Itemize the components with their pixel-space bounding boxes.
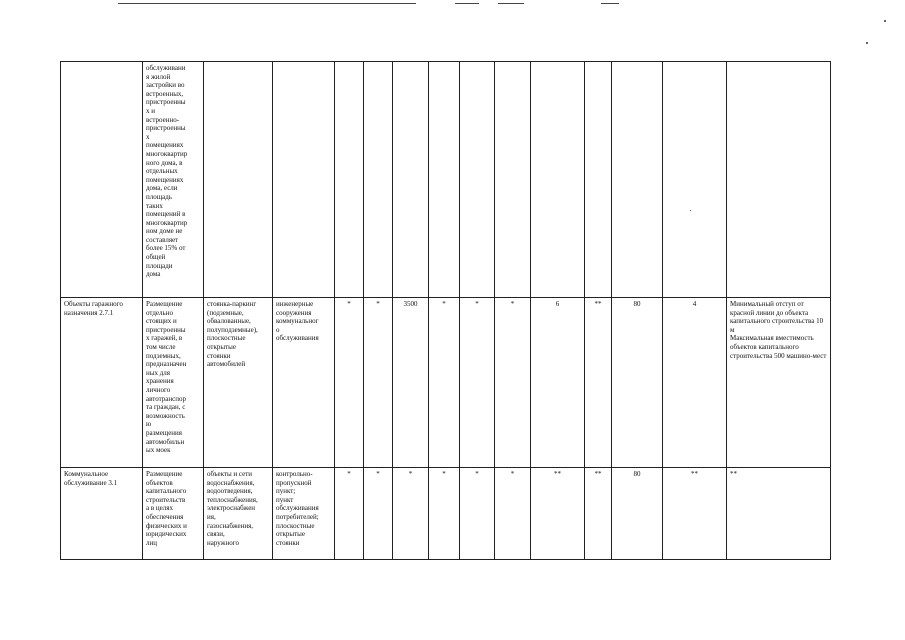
main-use-text: объекты и сети водоснабжения, водоотведения, теплоснабжения, электроснабжен ия, газоснабжения, связи, наружного [207, 470, 258, 547]
use-description-cell [143, 298, 204, 468]
param-cell [612, 62, 663, 298]
param-cell: * [460, 468, 495, 560]
param-cell: * [429, 298, 460, 468]
param-cell: * [364, 468, 393, 560]
use-description-text: Размещение объектов капитального строительств а в целях обеспечения физических и юридических лиц [146, 470, 187, 547]
param-cell: * [460, 298, 495, 468]
use-description-cell [143, 62, 204, 298]
use-description-text: Размещение отдельно стоящих и пристроенны х гаражей, в том числе подземных, предназначен ных для хранения личного автотранспор та граждан, с возможность ю размещения автомобильн ых моек [146, 300, 187, 455]
zoning-regulations-table [60, 61, 831, 560]
use-name-cell: Объекты гаражного назначения 2.7.1 [61, 298, 143, 468]
param-cell [585, 62, 612, 298]
main-use-text: стоянка-паркинг (подземные, обвалованные, полуподземные), плоскостные открытые стоянки автомобилей [207, 300, 258, 369]
param-cell [531, 62, 585, 298]
scan-speck [884, 20, 886, 22]
aux-use-cell [273, 298, 335, 468]
table-row [61, 298, 831, 468]
notes-text: Минимальный отступ от красной линии до объекта капитального строительства 10 м Максимальная вместимость объектов капитального строительства 500 машино-мест [730, 300, 827, 360]
param-cell: 4 [663, 298, 727, 468]
param-cell [393, 62, 429, 298]
param-cell: 80 [612, 468, 663, 560]
param-cell [663, 62, 727, 298]
top-edge-line [601, 3, 619, 4]
notes-cell [727, 62, 831, 298]
param-cell [429, 62, 460, 298]
use-description-cell [143, 468, 204, 560]
table-row [61, 468, 831, 560]
aux-use-text: инженерные сооружения коммунальног о обслуживания [276, 300, 319, 343]
aux-use-cell [273, 468, 335, 560]
param-cell: ** [585, 298, 612, 468]
param-cell: * [495, 468, 531, 560]
param-cell: * [335, 298, 364, 468]
main-use-cell [204, 468, 273, 560]
table-row [61, 62, 831, 298]
param-cell: * [364, 298, 393, 468]
param-cell: * [335, 468, 364, 560]
param-cell: ** [531, 468, 585, 560]
top-edge-line [455, 3, 479, 4]
main-use-cell [204, 62, 273, 298]
param-cell [364, 62, 393, 298]
param-cell: 80 [612, 298, 663, 468]
param-cell: ** [585, 468, 612, 560]
notes-cell [727, 298, 831, 468]
param-cell: 6 [531, 298, 585, 468]
use-name-cell: Коммунальное обслуживание 3.1 [61, 468, 143, 560]
aux-use-text: контрольно- пропускной пункт; пункт обслуживания потребителей; плоскостные открытые стоянки [276, 470, 319, 547]
scan-speck [866, 42, 868, 44]
param-cell [335, 62, 364, 298]
param-cell: 3500 [393, 298, 429, 468]
use-description-text: обслуживани я жилой застройки во встроенных, пристроенны х и встроенно- пристроенны х помещениях многоквартир ного дома, в отдельных помещениях дома, если площадь таких помещений в многоквартир ном доме не составляет более 15% от общей площади дома [146, 64, 188, 279]
top-edge-line [118, 3, 416, 4]
param-cell: * [393, 468, 429, 560]
main-use-cell [204, 298, 273, 468]
aux-use-cell [273, 62, 335, 298]
top-edge-line [498, 3, 524, 4]
param-cell: ** [663, 468, 727, 560]
param-cell: * [429, 468, 460, 560]
notes-cell: ** [727, 468, 831, 560]
param-cell: * [495, 298, 531, 468]
param-cell [495, 62, 531, 298]
use-name-cell [61, 62, 143, 298]
param-cell [460, 62, 495, 298]
